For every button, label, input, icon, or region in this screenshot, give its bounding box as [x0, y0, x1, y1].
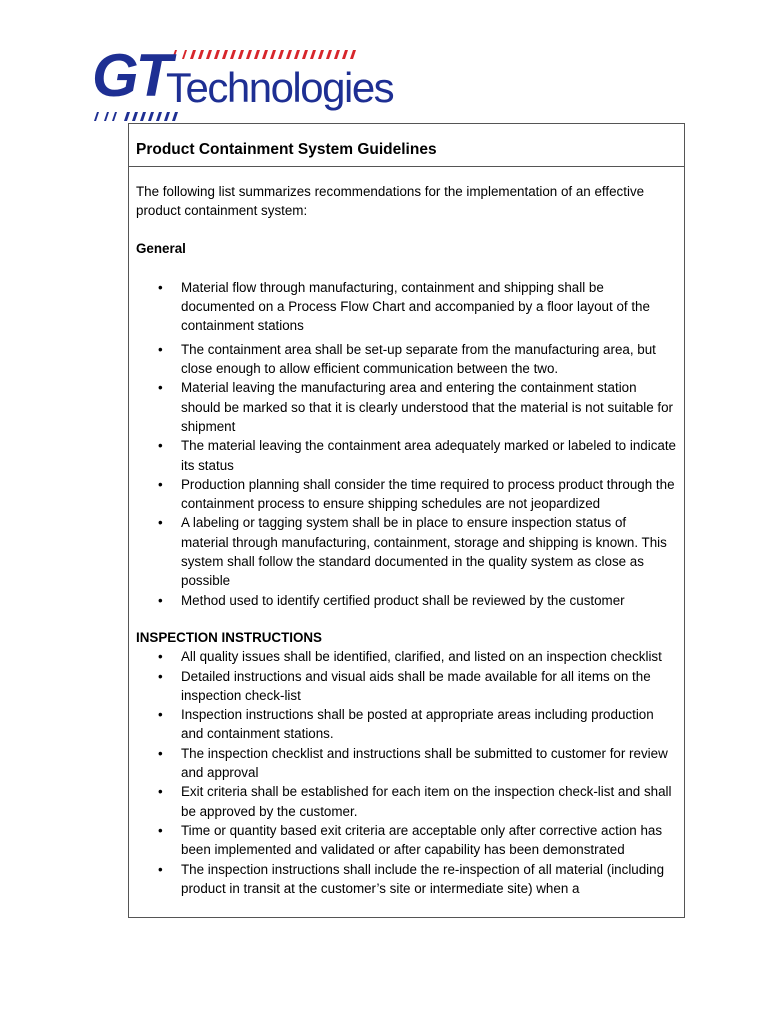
logo-wordmark: Technologies [166, 64, 394, 111]
general-list [136, 278, 676, 610]
logo-blue-stripes [92, 112, 192, 122]
list-item: • Detailed instructions and visual aids shall be made available for all items on the inspection check-list [136, 667, 676, 706]
list-item: • The inspection checklist and instructions shall be submitted to customer for review and approval [136, 744, 676, 783]
inspection-list [136, 647, 676, 898]
document-body [129, 167, 684, 898]
list-item: • All quality issues shall be identified, clarified, and listed on an inspection checklist [136, 647, 676, 666]
general-heading: General [136, 240, 186, 256]
list-item: • Production planning shall consider the time required to process product through the containment process to ensure shipping schedules are not jeopardized [136, 475, 676, 514]
list-item: • The inspection instructions shall include the re-inspection of all material (including product in transit at the customer’s site or intermediate site) when a [136, 860, 676, 899]
list-item: • A labeling or tagging system shall be in place to ensure inspection status of material through manufacturing, containment, storage and shipping is known. This system shall follow the standard documented in the quality system as close as possible [136, 513, 676, 590]
list-item: • The material leaving the containment area adequately marked or labeled to indicate its status [136, 436, 676, 475]
company-logo [92, 42, 394, 122]
list-item: • Exit criteria shall be established for each item on the inspection check-list and shall be approved by the customer. [136, 782, 676, 821]
list-item: • Inspection instructions shall be posted at appropriate areas including production and containment stations. [136, 705, 676, 744]
document-box [128, 123, 685, 918]
list-item: • Material leaving the manufacturing area and entering the containment station should be marked so that it is clearly understood that the material is not suitable for shipment [136, 378, 676, 436]
intro-paragraph: The following list summarizes recommendations for the implementation of an effective product containment system: [136, 184, 645, 219]
list-item: • Method used to identify certified product shall be reviewed by the customer [136, 591, 676, 610]
logo-gt-mark: GT [92, 42, 170, 109]
inspection-heading: INSPECTION INSTRUCTIONS [136, 629, 322, 645]
list-item: • The containment area shall be set-up separate from the manufacturing area, but close enough to allow efficient communication between the two. [136, 340, 676, 379]
logo-red-stripes [170, 50, 360, 60]
list-item: • Material flow through manufacturing, containment and shipping shall be documented on a Process Flow Chart and accompanied by a floor layout of the containment stations [136, 278, 676, 336]
document-title: Product Containment System Guidelines [129, 124, 684, 167]
list-item: • Time or quantity based exit criteria are acceptable only after corrective action has been implemented and validated or after capability has been demonstrated [136, 821, 676, 860]
